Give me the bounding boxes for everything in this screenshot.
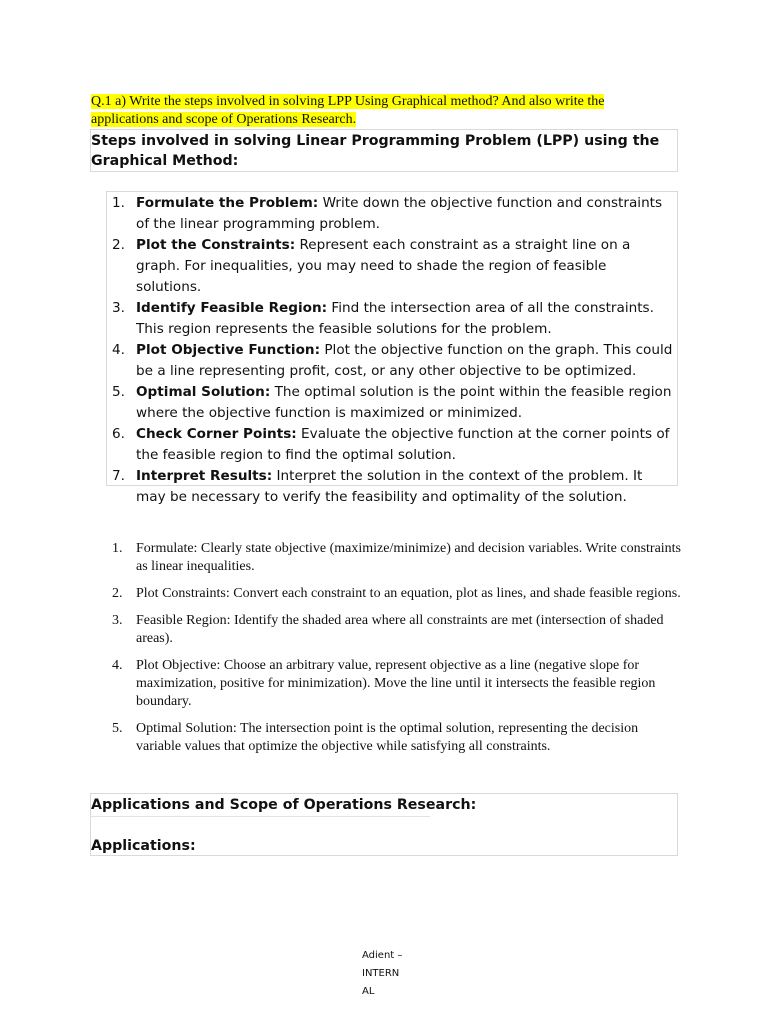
- step-text: Find the intersection area of all the constraints. This region represents the feasible solutions for the problem.: [136, 300, 654, 337]
- footer-line: AL: [362, 986, 375, 997]
- step-title: Plot the Constraints:: [136, 237, 296, 253]
- question-text: [91, 93, 661, 129]
- list-item: [112, 424, 674, 466]
- list-number: 5.: [112, 384, 125, 400]
- list-number: 6.: [112, 426, 125, 442]
- summary-text: Feasible Region: Identify the shaded area where all constraints are met (intersection of shaded areas).: [136, 613, 664, 646]
- step-text: Plot the objective function on the graph. This could be a line representing profit, cost, or any other objective to be optimized.: [136, 342, 673, 379]
- applications-subheading: Applications:: [91, 838, 196, 854]
- step-title: Check Corner Points:: [136, 426, 297, 442]
- list-item: [112, 382, 674, 424]
- step-title: Identify Feasible Region:: [136, 300, 328, 316]
- list-item: [112, 193, 674, 235]
- list-item: [112, 540, 682, 576]
- list-number: 4.: [112, 658, 123, 673]
- list-item: [112, 657, 682, 711]
- summary-list: [112, 540, 682, 765]
- list-number: 1.: [112, 541, 123, 556]
- step-title: Plot Objective Function:: [136, 342, 321, 358]
- list-number: 2.: [112, 586, 123, 601]
- list-item: [112, 466, 674, 508]
- steps-list: [112, 193, 674, 508]
- applications-heading: Applications and Scope of Operations Research:: [91, 797, 477, 813]
- list-number: 3.: [112, 613, 123, 628]
- list-item: [112, 340, 674, 382]
- applications-divider: [90, 816, 430, 817]
- summary-text: Plot Constraints: Convert each constraint to an equation, plot as lines, and shade feasible regions.: [136, 586, 681, 601]
- question-highlight: Q.1 a) Write the steps involved in solving LPP Using Graphical method? And also write the applications and scope of Operations Research.: [91, 94, 605, 127]
- summary-text: Optimal Solution: The intersection point is the optimal solution, representing the decision variable values that optimize the objective while satisfying all constraints.: [136, 721, 639, 754]
- steps-heading: Steps involved in solving Linear Programming Problem (LPP) using the Graphical Method:: [91, 133, 660, 169]
- step-text: Interpret the solution in the context of the problem. It may be necessary to verify the feasibility and optimality of the solution.: [136, 468, 643, 505]
- list-number: 2.: [112, 237, 125, 253]
- step-title: Interpret Results:: [136, 468, 273, 484]
- list-item: [112, 298, 674, 340]
- step-text: Write down the objective function and constraints of the linear programming problem.: [136, 195, 663, 232]
- list-item: [112, 585, 682, 603]
- list-number: 5.: [112, 721, 123, 736]
- list-number: 7.: [112, 468, 125, 484]
- list-number: 1.: [112, 195, 125, 211]
- list-item: [112, 720, 682, 756]
- step-text: The optimal solution is the point within the feasible region where the objective function is maximized or minimized.: [136, 384, 672, 421]
- list-number: 3.: [112, 300, 125, 316]
- step-title: Optimal Solution:: [136, 384, 271, 400]
- list-item: [112, 235, 674, 298]
- summary-text: Plot Objective: Choose an arbitrary value, represent objective as a line (negative slope for maximization, positive for minimization). Move the line until it intersects the feasible region boundary.: [136, 658, 656, 709]
- step-text: Evaluate the objective function at the corner points of the feasible region to find the optimal solution.: [136, 426, 670, 463]
- footer-line: Adient –: [362, 950, 403, 961]
- step-text: Represent each constraint as a straight line on a graph. For inequalities, you may need to shade the region of feasible solutions.: [136, 237, 631, 295]
- step-title: Formulate the Problem:: [136, 195, 319, 211]
- list-item: [112, 612, 682, 648]
- footer-classification: [362, 947, 422, 1001]
- footer-line: INTERN: [362, 968, 400, 979]
- summary-text: Formulate: Clearly state objective (maximize/minimize) and decision variables. Write constraints as linear inequalities.: [136, 541, 682, 574]
- list-number: 4.: [112, 342, 125, 358]
